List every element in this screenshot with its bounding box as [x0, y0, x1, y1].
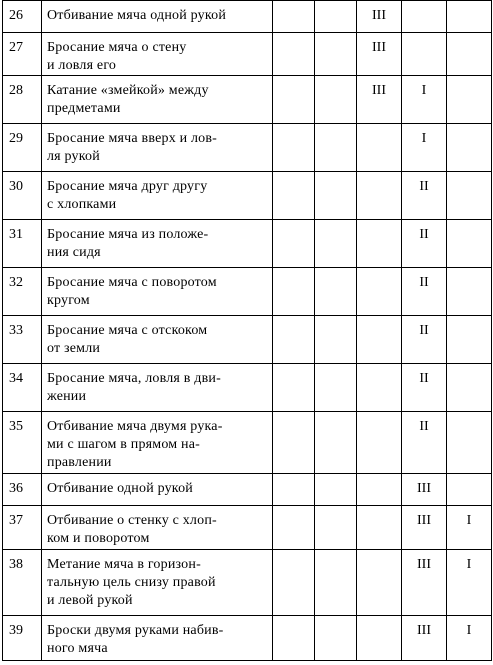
level-mark-c3	[357, 124, 402, 172]
level-mark-c4: II	[402, 412, 447, 474]
table-row	[3, 220, 492, 268]
description-line: ля рукой	[47, 149, 100, 164]
table-row	[3, 474, 492, 506]
level-mark-c4: III	[402, 550, 447, 616]
level-mark-c5: I	[447, 550, 492, 616]
exercise-description	[42, 76, 273, 124]
level-mark-c3	[357, 506, 402, 550]
table-row	[3, 76, 492, 124]
level-mark-c3	[357, 268, 402, 316]
row-number: 33	[3, 316, 42, 364]
level-mark-c5: I	[447, 506, 492, 550]
level-mark-c3: III	[357, 1, 402, 33]
description-line: и ловля его	[47, 58, 117, 73]
description-line: тальную цель снизу правой	[47, 575, 216, 590]
level-mark-c5	[447, 316, 492, 364]
row-number: 37	[3, 506, 42, 550]
description-line: Метание мяча в горизон-	[47, 557, 201, 572]
level-mark-c2	[315, 550, 357, 616]
level-mark-c1	[273, 268, 315, 316]
description-line: ния сидя	[47, 245, 101, 260]
table-row	[3, 316, 492, 364]
description-line: и левой рукой	[47, 593, 133, 608]
exercise-description	[42, 316, 273, 364]
level-mark-c4: III	[402, 616, 447, 661]
level-mark-c3: III	[357, 33, 402, 76]
level-mark-c1	[273, 33, 315, 76]
description-line: Отбивание мяча одной рукой	[47, 8, 227, 23]
level-mark-c5	[447, 33, 492, 76]
level-mark-c4: I	[402, 76, 447, 124]
level-mark-c5	[447, 220, 492, 268]
level-mark-c1	[273, 616, 315, 661]
table-row	[3, 172, 492, 220]
level-mark-c5	[447, 1, 492, 33]
level-mark-c4: II	[402, 220, 447, 268]
level-mark-c2	[315, 506, 357, 550]
level-mark-c3	[357, 412, 402, 474]
description-line: Бросание мяча друг другу	[47, 179, 208, 194]
description-line: Броски двумя руками набив-	[47, 623, 224, 638]
description-line: ного мяча	[47, 641, 108, 656]
level-mark-c1	[273, 550, 315, 616]
level-mark-c1	[273, 474, 315, 506]
level-mark-c5	[447, 172, 492, 220]
description-line: кругом	[47, 293, 90, 308]
description-line: Катание «змейкой» между	[47, 83, 209, 98]
description-line: предметами	[47, 101, 121, 116]
level-mark-c5	[447, 474, 492, 506]
description-line: Бросание мяча из положе-	[47, 227, 209, 242]
level-mark-c3	[357, 172, 402, 220]
level-mark-c3: III	[357, 76, 402, 124]
level-mark-c2	[315, 364, 357, 412]
description-line: ми с шагом в прямом на-	[47, 437, 201, 452]
level-mark-c3	[357, 220, 402, 268]
level-mark-c4: II	[402, 172, 447, 220]
level-mark-c1	[273, 316, 315, 364]
level-mark-c4: III	[402, 506, 447, 550]
level-mark-c2	[315, 474, 357, 506]
exercise-description	[42, 124, 273, 172]
exercise-description	[42, 364, 273, 412]
level-mark-c3	[357, 316, 402, 364]
level-mark-c2	[315, 124, 357, 172]
exercise-description	[42, 1, 273, 33]
table-row	[3, 33, 492, 76]
level-mark-c4	[402, 33, 447, 76]
description-line: Бросание мяча о стену	[47, 40, 187, 55]
level-mark-c4: II	[402, 268, 447, 316]
exercise-description	[42, 33, 273, 76]
exercise-description	[42, 474, 273, 506]
exercise-table	[2, 0, 492, 661]
level-mark-c2	[315, 316, 357, 364]
exercise-description	[42, 550, 273, 616]
level-mark-c4: II	[402, 364, 447, 412]
description-line: жении	[47, 389, 87, 404]
exercise-description	[42, 172, 273, 220]
level-mark-c3	[357, 550, 402, 616]
description-line: Бросание мяча вверх и лов-	[47, 131, 218, 146]
description-line: правлении	[47, 455, 112, 470]
row-number: 32	[3, 268, 42, 316]
exercise-description	[42, 412, 273, 474]
description-line: Отбивание одной рукой	[47, 481, 193, 496]
table-row	[3, 412, 492, 474]
table-row	[3, 364, 492, 412]
exercise-description	[42, 220, 273, 268]
level-mark-c2	[315, 268, 357, 316]
level-mark-c4: II	[402, 316, 447, 364]
table-row	[3, 124, 492, 172]
level-mark-c1	[273, 412, 315, 474]
table-row	[3, 1, 492, 33]
row-number: 38	[3, 550, 42, 616]
table-row	[3, 616, 492, 661]
description-line: Бросание мяча с поворотом	[47, 275, 217, 290]
table-row	[3, 268, 492, 316]
row-number: 31	[3, 220, 42, 268]
level-mark-c5: I	[447, 616, 492, 661]
description-line: Бросание мяча, ловля в дви-	[47, 371, 221, 386]
exercise-description	[42, 506, 273, 550]
level-mark-c1	[273, 172, 315, 220]
level-mark-c1	[273, 506, 315, 550]
table-row	[3, 550, 492, 616]
level-mark-c5	[447, 364, 492, 412]
level-mark-c3	[357, 616, 402, 661]
description-line: ком и поворотом	[47, 531, 150, 546]
description-line: с хлопками	[47, 197, 117, 212]
row-number: 29	[3, 124, 42, 172]
level-mark-c4: III	[402, 474, 447, 506]
exercise-description	[42, 616, 273, 661]
level-mark-c2	[315, 616, 357, 661]
level-mark-c5	[447, 124, 492, 172]
row-number: 27	[3, 33, 42, 76]
level-mark-c1	[273, 1, 315, 33]
level-mark-c2	[315, 33, 357, 76]
level-mark-c1	[273, 76, 315, 124]
level-mark-c4	[402, 1, 447, 33]
row-number: 28	[3, 76, 42, 124]
description-line: Отбивание о стенку с хлоп-	[47, 513, 217, 528]
row-number: 30	[3, 172, 42, 220]
row-number: 39	[3, 616, 42, 661]
level-mark-c4: I	[402, 124, 447, 172]
level-mark-c2	[315, 1, 357, 33]
level-mark-c5	[447, 268, 492, 316]
level-mark-c2	[315, 412, 357, 474]
description-line: Отбивание мяча двумя рука-	[47, 419, 223, 434]
level-mark-c1	[273, 220, 315, 268]
level-mark-c2	[315, 172, 357, 220]
exercise-description	[42, 268, 273, 316]
level-mark-c5	[447, 76, 492, 124]
level-mark-c3	[357, 474, 402, 506]
level-mark-c3	[357, 364, 402, 412]
description-line: от земли	[47, 341, 101, 356]
level-mark-c1	[273, 124, 315, 172]
level-mark-c1	[273, 364, 315, 412]
level-mark-c2	[315, 76, 357, 124]
level-mark-c2	[315, 220, 357, 268]
row-number: 36	[3, 474, 42, 506]
level-mark-c5	[447, 412, 492, 474]
table-row	[3, 506, 492, 550]
description-line: Бросание мяча с отскоком	[47, 323, 208, 338]
row-number: 34	[3, 364, 42, 412]
row-number: 35	[3, 412, 42, 474]
row-number: 26	[3, 1, 42, 33]
table-body	[3, 1, 492, 661]
